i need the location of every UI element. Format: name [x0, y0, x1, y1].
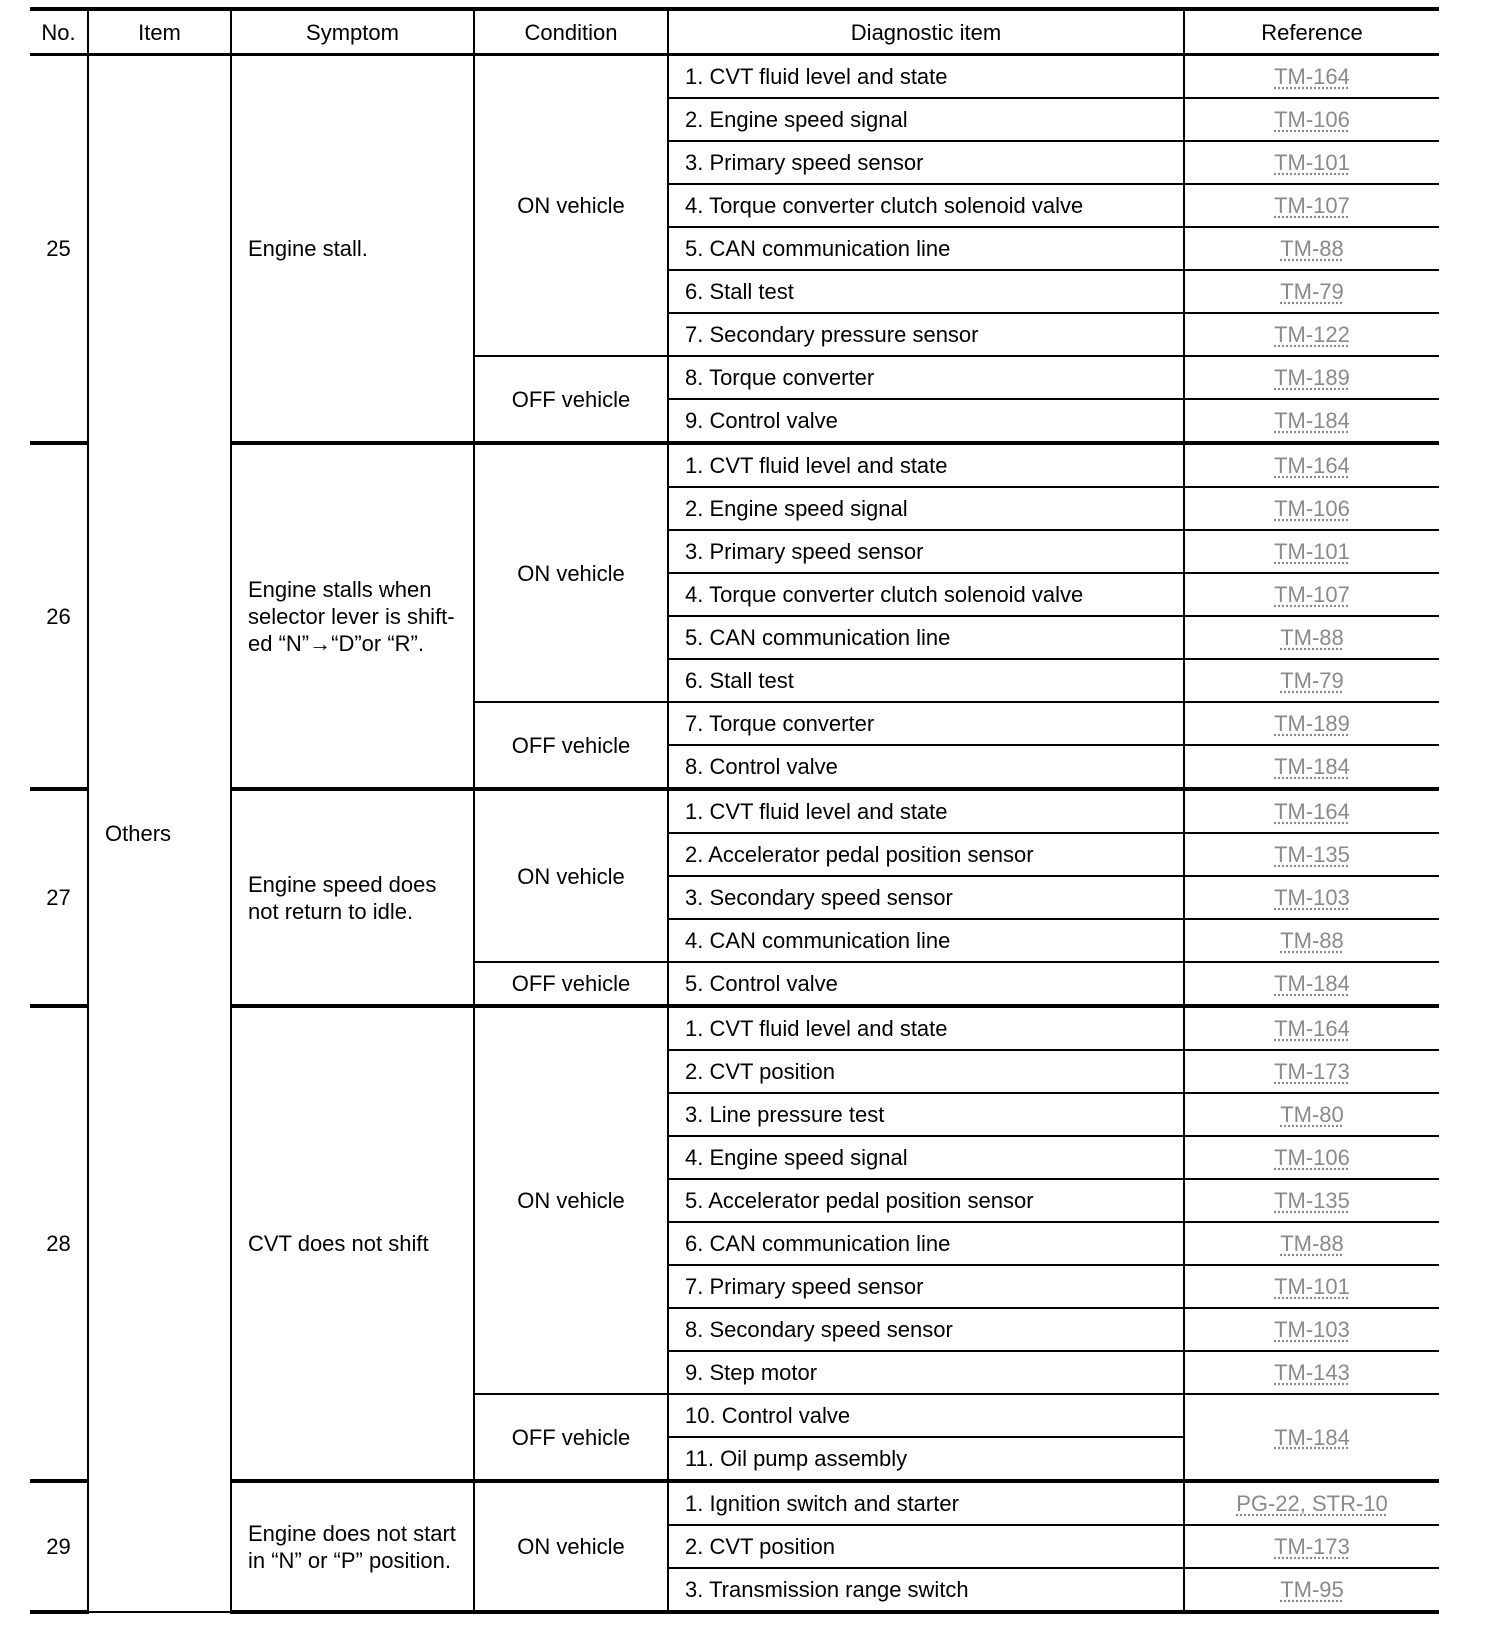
diagnostic-item: 5. Accelerator pedal position sensor: [668, 1179, 1184, 1222]
diagnostic-item: 8. Control valve: [668, 745, 1184, 789]
header-condition: Condition: [474, 9, 668, 55]
condition-cell: ON vehicle: [474, 55, 668, 357]
reference-cell: [1184, 1179, 1439, 1222]
diagnostic-item: 7. Primary speed sensor: [668, 1265, 1184, 1308]
diagnostic-item: 9. Control valve: [668, 399, 1184, 443]
row-number: 28: [30, 1006, 88, 1481]
reference-cell: [1184, 443, 1439, 487]
reference-link[interactable]: TM-88: [1280, 1231, 1344, 1256]
condition-cell: OFF vehicle: [474, 356, 668, 443]
diagnostic-item: 1. CVT fluid level and state: [668, 1006, 1184, 1050]
diagnostic-item: 7. Secondary pressure sensor: [668, 313, 1184, 356]
condition-cell: OFF vehicle: [474, 1394, 668, 1481]
reference-link[interactable]: TM-122: [1274, 322, 1350, 347]
reference-link[interactable]: TM-95: [1280, 1577, 1344, 1602]
reference-link[interactable]: TM-88: [1280, 928, 1344, 953]
diagnostic-item: 10. Control valve: [668, 1394, 1184, 1437]
reference-link[interactable]: TM-106: [1274, 496, 1350, 521]
condition-cell: ON vehicle: [474, 443, 668, 702]
reference-cell: [1184, 833, 1439, 876]
diagnostic-item: 1. CVT fluid level and state: [668, 789, 1184, 833]
diagnostic-item: 5. CAN communication line: [668, 227, 1184, 270]
diagnostic-item: 4. CAN communication line: [668, 919, 1184, 962]
reference-cell: [1184, 702, 1439, 745]
diagnostic-item: 8. Secondary speed sensor: [668, 1308, 1184, 1351]
condition-cell: ON vehicle: [474, 1481, 668, 1612]
reference-cell: [1184, 1525, 1439, 1568]
diagnostic-item: 3. Transmission range switch: [668, 1568, 1184, 1612]
diagnostic-item: 2. CVT position: [668, 1050, 1184, 1093]
reference-link[interactable]: TM-101: [1274, 150, 1350, 175]
diagnostic-item: 4. Torque converter clutch solenoid valve: [668, 573, 1184, 616]
reference-cell: [1184, 616, 1439, 659]
reference-link[interactable]: TM-189: [1274, 711, 1350, 736]
reference-link[interactable]: TM-164: [1274, 1016, 1350, 1041]
reference-link[interactable]: TM-164: [1274, 799, 1350, 824]
diagnostic-item: 3. Secondary speed sensor: [668, 876, 1184, 919]
symptom-cell: Engine does not start in “N” or “P” position.: [231, 1481, 474, 1612]
header-no: No.: [30, 9, 88, 55]
reference-link[interactable]: TM-79: [1280, 279, 1344, 304]
reference-link[interactable]: TM-106: [1274, 107, 1350, 132]
reference-cell: [1184, 356, 1439, 399]
reference-cell: [1184, 313, 1439, 356]
reference-link[interactable]: TM-164: [1274, 64, 1350, 89]
diagnostic-item: 1. CVT fluid level and state: [668, 443, 1184, 487]
table-row: [30, 1006, 1439, 1050]
diagnostic-item: 9. Step motor: [668, 1351, 1184, 1394]
condition-cell: OFF vehicle: [474, 962, 668, 1006]
reference-link[interactable]: TM-184: [1274, 1424, 1350, 1450]
header-reference: Reference: [1184, 9, 1439, 55]
reference-cell: [1184, 1265, 1439, 1308]
diagnostic-item: 7. Torque converter: [668, 702, 1184, 745]
reference-link[interactable]: TM-135: [1274, 842, 1350, 867]
reference-cell: [1184, 1006, 1439, 1050]
reference-link[interactable]: TM-184: [1274, 408, 1350, 433]
reference-cell: [1184, 184, 1439, 227]
reference-link[interactable]: TM-79: [1280, 668, 1344, 693]
reference-link[interactable]: TM-101: [1274, 1274, 1350, 1299]
diagnostic-item: 3. Line pressure test: [668, 1093, 1184, 1136]
symptom-table: [30, 7, 1439, 1614]
diagnosis-table-sheet: [30, 7, 1439, 1614]
reference-cell: [1184, 1568, 1439, 1612]
diagnostic-item: 2. Engine speed signal: [668, 487, 1184, 530]
header-item: Item: [88, 9, 231, 55]
diagnostic-item: 4. Torque converter clutch solenoid valve: [668, 184, 1184, 227]
reference-link[interactable]: TM-88: [1280, 625, 1344, 650]
reference-link[interactable]: TM-173: [1274, 1534, 1350, 1559]
row-number: 26: [30, 443, 88, 789]
diagnostic-item: 2. Accelerator pedal position sensor: [668, 833, 1184, 876]
diagnostic-item: 6. CAN communication line: [668, 1222, 1184, 1265]
reference-cell: [1184, 487, 1439, 530]
reference-link[interactable]: TM-106: [1274, 1145, 1350, 1170]
symptom-cell: Engine speed does not return to idle.: [231, 789, 474, 1006]
reference-cell: [1184, 1136, 1439, 1179]
reference-link[interactable]: TM-189: [1274, 365, 1350, 390]
diagnostic-item: 2. Engine speed signal: [668, 98, 1184, 141]
reference-cell: [1184, 530, 1439, 573]
reference-cell: [1184, 1050, 1439, 1093]
symptom-cell: CVT does not shift: [231, 1006, 474, 1481]
reference-cell: [1184, 227, 1439, 270]
table-row: [30, 789, 1439, 833]
diagnostic-item: 3. Primary speed sensor: [668, 141, 1184, 184]
reference-link[interactable]: TM-143: [1274, 1360, 1350, 1385]
reference-cell: [1184, 270, 1439, 313]
diagnostic-item: 4. Engine speed signal: [668, 1136, 1184, 1179]
symptom-cell: Engine stalls when selector lever is shift-ed “N”→“D”or “R”.: [231, 443, 474, 789]
reference-cell: [1184, 745, 1439, 789]
reference-cell: [1184, 573, 1439, 616]
condition-cell: ON vehicle: [474, 789, 668, 962]
reference-link[interactable]: TM-80: [1280, 1102, 1344, 1127]
reference-cell: [1184, 98, 1439, 141]
diagnostic-item: 8. Torque converter: [668, 356, 1184, 399]
reference-link[interactable]: TM-103: [1274, 1317, 1350, 1342]
diagnostic-item: 1. CVT fluid level and state: [668, 55, 1184, 99]
diagnostic-item: 11. Oil pump assembly: [668, 1437, 1184, 1481]
reference-cell: [1184, 919, 1439, 962]
reference-cell: [1184, 962, 1439, 1006]
table-row: [30, 443, 1439, 487]
reference-cell: [1184, 1308, 1439, 1351]
diagnostic-item: 5. CAN communication line: [668, 616, 1184, 659]
header-diagnostic-item: Diagnostic item: [668, 9, 1184, 55]
reference-cell: [1184, 1222, 1439, 1265]
reference-cell: [1184, 876, 1439, 919]
row-number: 29: [30, 1481, 88, 1612]
reference-link[interactable]: TM-135: [1274, 1188, 1350, 1213]
row-number: 27: [30, 789, 88, 1006]
diagnostic-item: 6. Stall test: [668, 659, 1184, 702]
reference-link[interactable]: TM-184: [1274, 754, 1350, 779]
reference-link[interactable]: TM-107: [1274, 193, 1350, 218]
condition-cell: OFF vehicle: [474, 702, 668, 789]
row-number: 25: [30, 55, 88, 444]
reference-link[interactable]: TM-103: [1274, 885, 1350, 910]
reference-cell: [1184, 399, 1439, 443]
table-row: [30, 1481, 1439, 1525]
diagnostic-item: 5. Control valve: [668, 962, 1184, 1006]
reference-cell: [1184, 1394, 1439, 1481]
symptom-cell: Engine stall.: [231, 55, 474, 444]
reference-link[interactable]: TM-173: [1274, 1059, 1350, 1084]
reference-cell: [1184, 1481, 1439, 1525]
reference-link[interactable]: TM-164: [1274, 453, 1350, 478]
reference-link[interactable]: TM-101: [1274, 539, 1350, 564]
item-cell: Others: [88, 55, 231, 1613]
reference-cell: [1184, 141, 1439, 184]
reference-cell: [1184, 1351, 1439, 1394]
reference-cell: [1184, 789, 1439, 833]
reference-cell: [1184, 1093, 1439, 1136]
header-row: [30, 9, 1439, 55]
reference-cell: [1184, 55, 1439, 99]
reference-link[interactable]: TM-88: [1280, 236, 1344, 261]
condition-cell: ON vehicle: [474, 1006, 668, 1394]
table-row: [30, 55, 1439, 99]
reference-link[interactable]: PG-22, STR-10: [1236, 1491, 1388, 1516]
header-symptom: Symptom: [231, 9, 474, 55]
reference-cell: [1184, 659, 1439, 702]
table-body: [30, 55, 1439, 1613]
reference-link[interactable]: TM-184: [1274, 971, 1350, 996]
diagnostic-item: 6. Stall test: [668, 270, 1184, 313]
diagnostic-item: 1. Ignition switch and starter: [668, 1481, 1184, 1525]
reference-link[interactable]: TM-107: [1274, 582, 1350, 607]
diagnostic-item: 2. CVT position: [668, 1525, 1184, 1568]
diagnostic-item: 3. Primary speed sensor: [668, 530, 1184, 573]
